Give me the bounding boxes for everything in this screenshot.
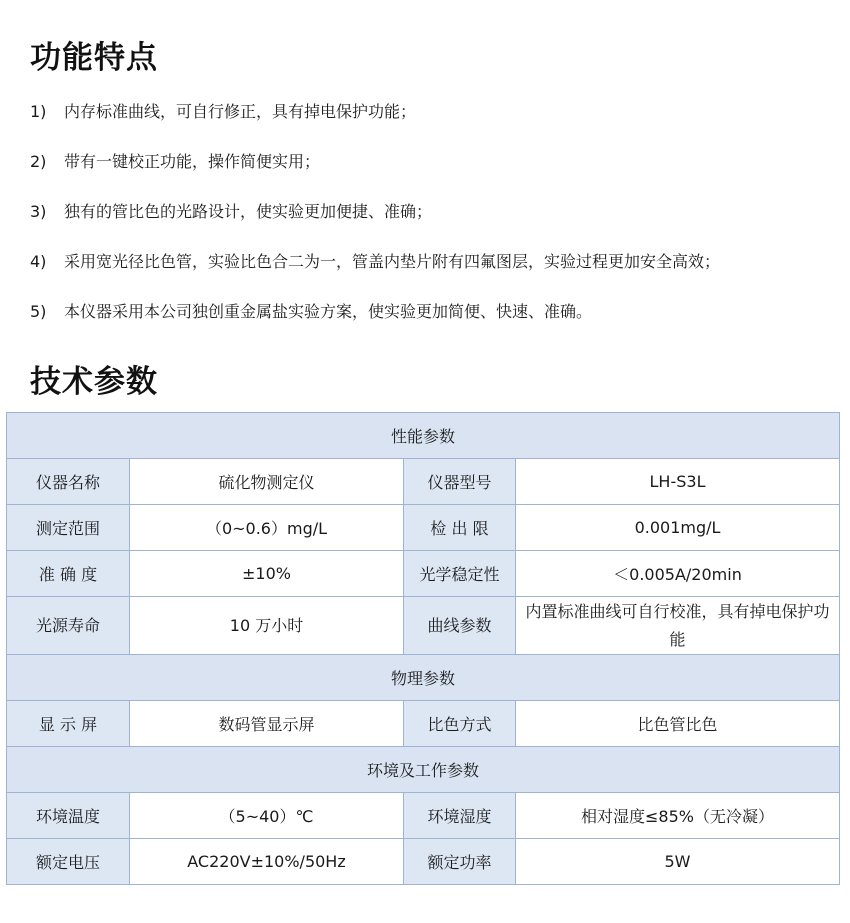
item-number: 3) — [30, 202, 47, 221]
row-value: 数码管显示屏 — [130, 701, 404, 747]
row-label: 曲线参数 — [404, 597, 516, 655]
table-section-row — [7, 747, 840, 793]
row-label: 环境温度 — [7, 793, 130, 839]
row-value: 5W — [516, 839, 840, 885]
row-label: 仪器名称 — [7, 459, 130, 505]
table-row — [7, 793, 840, 839]
table-row — [7, 459, 840, 505]
row-value: ±10% — [130, 551, 404, 597]
list-item — [30, 96, 830, 146]
table-section-row — [7, 413, 840, 459]
table-row — [7, 551, 840, 597]
row-value: 内置标准曲线可自行校准，具有掉电保护功能 — [516, 597, 840, 655]
list-item — [30, 196, 830, 246]
item-text: 带有一键校正功能，操作简便实用； — [64, 152, 321, 171]
row-value: （0~0.6）mg/L — [130, 505, 404, 551]
row-label: 显 示 屏 — [7, 701, 130, 747]
row-label: 准 确 度 — [7, 551, 130, 597]
row-value: （5~40）℃ — [130, 793, 404, 839]
item-number: 2) — [30, 152, 47, 171]
row-value: 0.001mg/L — [516, 505, 840, 551]
row-label: 环境湿度 — [404, 793, 516, 839]
item-number: 4) — [30, 252, 47, 271]
row-label: 检 出 限 — [404, 505, 516, 551]
row-label: 测定范围 — [7, 505, 130, 551]
row-value: LH-S3L — [516, 459, 840, 505]
section-performance: 性能参数 — [7, 413, 840, 459]
row-value: ＜0.005A/20min — [516, 551, 840, 597]
item-text: 本仪器采用本公司独创重金属盐实验方案，使实验更加简便、快速、准确。 — [64, 302, 593, 321]
item-text: 独有的管比色的光路设计，使实验更加便捷、准确； — [64, 202, 433, 221]
row-value: AC220V±10%/50Hz — [130, 839, 404, 885]
features-list — [30, 96, 830, 346]
table-section-row — [7, 655, 840, 701]
table-row — [7, 839, 840, 885]
row-value: 硫化物测定仪 — [130, 459, 404, 505]
row-label: 比色方式 — [404, 701, 516, 747]
list-item — [30, 296, 830, 346]
section-environment: 环境及工作参数 — [7, 747, 840, 793]
table-row — [7, 597, 840, 655]
specs-heading: 技术参数 — [30, 364, 158, 400]
row-value: 10 万小时 — [130, 597, 404, 655]
row-label: 额定电压 — [7, 839, 130, 885]
item-number: 1) — [30, 102, 47, 121]
row-value: 相对湿度≤85%（无冷凝） — [516, 793, 840, 839]
row-label: 光源寿命 — [7, 597, 130, 655]
list-item — [30, 246, 830, 296]
item-text: 内存标准曲线，可自行修正，具有掉电保护功能； — [64, 102, 417, 121]
features-heading: 功能特点 — [30, 40, 158, 76]
specs-table — [6, 412, 840, 885]
table-row — [7, 505, 840, 551]
table-row — [7, 701, 840, 747]
row-label: 仪器型号 — [404, 459, 516, 505]
section-physical: 物理参数 — [7, 655, 840, 701]
list-item — [30, 146, 830, 196]
row-label: 光学稳定性 — [404, 551, 516, 597]
item-number: 5) — [30, 302, 47, 321]
row-label: 额定功率 — [404, 839, 516, 885]
item-text: 采用宽光径比色管，实验比色合二为一，管盖内垫片附有四氟图层，实验过程更加安全高效； — [64, 252, 721, 271]
row-value: 比色管比色 — [516, 701, 840, 747]
